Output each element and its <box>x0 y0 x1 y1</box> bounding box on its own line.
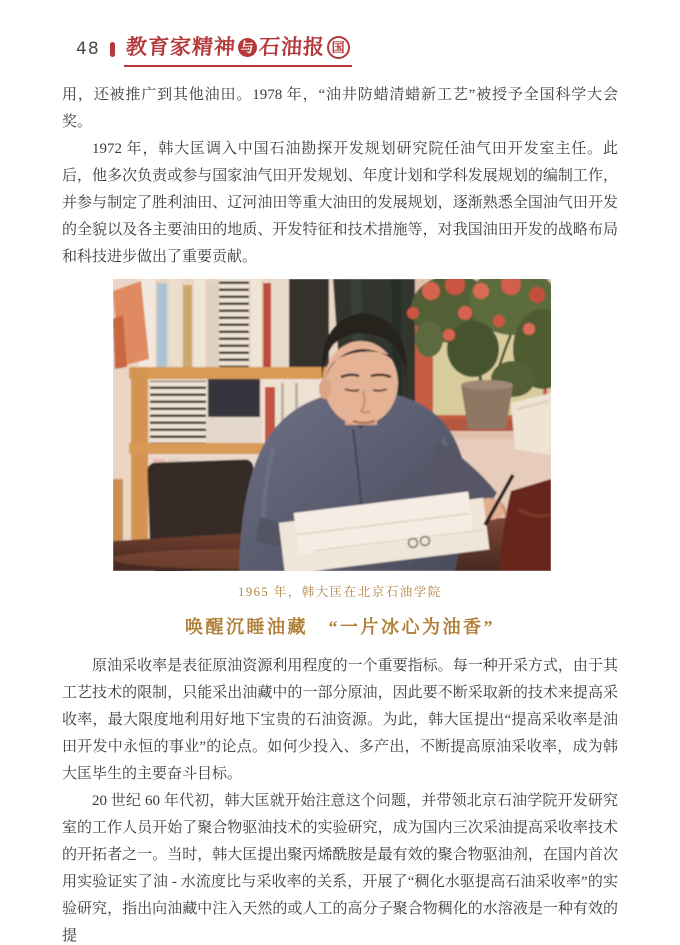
photo-caption: 1965 年，韩大匡在北京石油学院 <box>238 585 442 599</box>
paragraph-3: 原油采收率是表征原油资源利用程度的一个重要指标。每一种开采方式，由于其工艺技术的限制，只能采出油藏中的一部分原油，因此要不断采取新的技术来提高采收率，最大限度地利用好地下宝贵的石油资源。为此，韩大匡提出“提高采收率是油田开发中永恒的事业”的论点。如何少投入、多产出，不断提高原油采收率，成为韩大匡毕生的主要奋斗目标。 <box>62 658 618 782</box>
photo-han-dakuang-at-desk <box>113 279 551 571</box>
section-heading: 唤醒沉睡油藏 “一片冰心为油香” <box>185 617 495 637</box>
paragraph-4: 20 世纪 60 年代初，韩大匡就开始注意这个问题，并带领北京石油学院开发研究室的工作人员开始了聚合物驱油技术的实验研究，成为国内三次采油提高采收率技术的开拓者之一。当时，韩大匡提出聚丙烯酰胺是最有效的聚合物驱油剂，在国内首次用实验证实了油 - 水流度比与采收率的关系，开展了“稠化水驱提高石油采收率”的实验研究，指出向油藏中注入天然的或人工的高分子聚合物稠化的水溶液是一种有效的提 <box>62 793 618 944</box>
page-number: 48 <box>76 39 100 59</box>
paragraph-1: 用，还被推广到其他油田。1978 年，“油井防蜡清蜡新工艺”被授予全国科学大会奖。 <box>62 87 618 130</box>
series-logo <box>124 31 352 67</box>
series-logo-text-1: 教育家精神 <box>124 35 237 59</box>
series-logo-text-3: 国 <box>327 36 350 59</box>
header-divider-bar <box>110 42 115 57</box>
paragraph-2: 1972 年，韩大匡调入中国石油勘探开发规划研究院任油气田开发室主任。此后，他多次负责或参与国家油气田开发规划、年度计划和学科发展规划的编制工作，并参与制定了胜利油田、辽河油田等重大油田的发展规划，逐渐熟悉全国油气田开发的全貌以及各主要油田的地质、开发特征和技术措施等，对我国油田开发的战略布局和科技进步做出了重要贡献。 <box>62 141 618 265</box>
photo-illustration <box>113 279 551 571</box>
photo-figure <box>62 279 618 600</box>
page-header <box>76 34 352 64</box>
series-logo-text-2: 石油报 <box>257 35 326 59</box>
article-body <box>62 82 618 945</box>
series-logo-badge: 与 <box>238 38 257 57</box>
